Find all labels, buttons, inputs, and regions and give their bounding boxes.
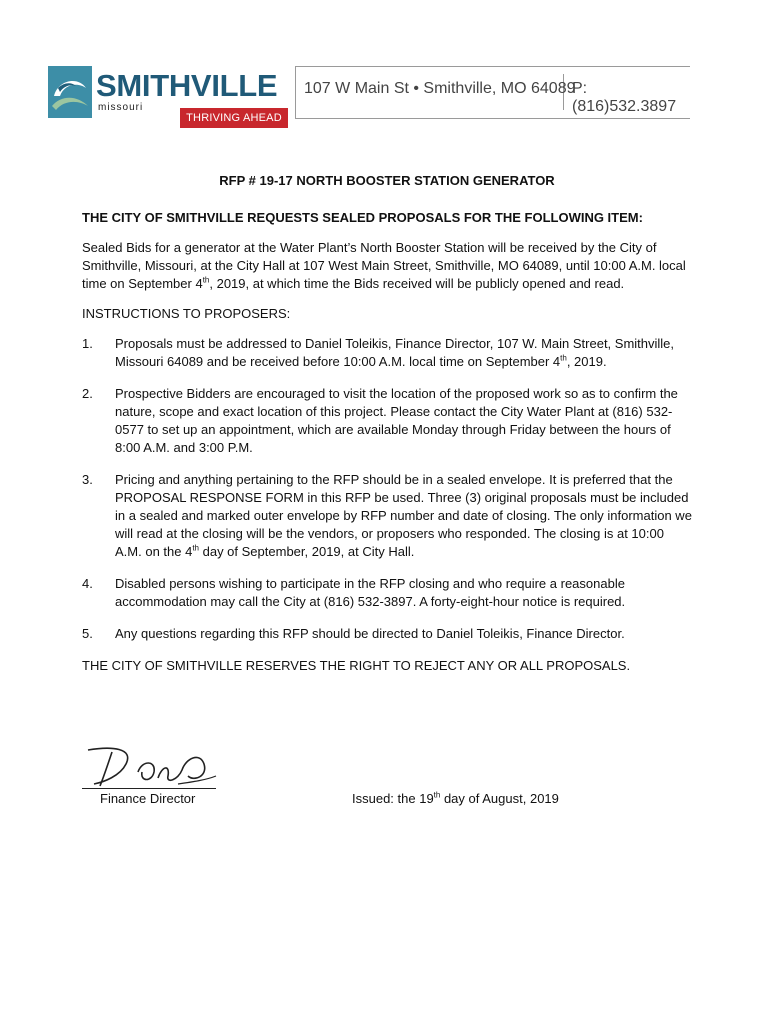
letterhead-address: 107 W Main St • Smithville, MO 64089 [304,80,576,97]
item-sup: th [560,353,567,363]
instruction-item [82,625,692,643]
issued-sup: th [433,790,441,800]
city-logo-icon [48,66,92,118]
rfp-title: RFP # 19-17 NORTH BOOSTER STATION GENERATOR [219,173,555,188]
item-number: 2. [82,386,93,401]
intro-text: Sealed Bids for a generator at the Water Plant’s North Booster Station will be received by the City of Smithville, Missouri, at the City Hall at 107 West Main Street, Smithville, MO 64089, until 10:00 A.M. local time on September 4 [82,240,686,291]
intro-sup: th [202,275,210,285]
letterhead-phone: P:(816)532.3897 [572,80,677,115]
handwritten-signature [82,742,222,792]
item-number: 4. [82,576,93,591]
item-text: Any questions regarding this RFP should be directed to Daniel Toleikis, Finance Director. [115,626,625,641]
item-text: Proposals must be addressed to Daniel Toleikis, Finance Director, 107 W. Main Street, Smithville, Missouri 64089 and be received before 10:00 A.M. local time on September 4 [115,336,675,369]
issued-text-end: day of August, 2019 [440,791,559,806]
item-text-end: day of September, 2019, at City Hall. [199,544,415,559]
instructions-list [82,335,692,643]
rfp-subtitle: THE CITY OF SMITHVILLE REQUESTS SEALED PROPOSALS FOR THE FOLLOWING ITEM: [82,210,643,225]
instruction-item [82,385,692,457]
item-number: 1. [82,336,93,351]
signature-line [82,788,216,789]
brand-tagline: THRIVING AHEAD [180,108,288,128]
letterhead-rule-top [295,66,690,67]
item-text-end: , 2019. [566,354,607,369]
item-text: Pricing and anything pertaining to the RFP should be in a sealed envelope. It is preferred that the PROPOSAL RESPONSE FORM in this RFP be used. Three (3) original proposals must be included in a sealed and marked outer envelope by RFP number and date of closing. The only information we will read at the closing will be the vendors, or proposers who responded. The closing is at 10:00 A.M. on the 4 [115,472,692,559]
letterhead [48,66,690,130]
instructions-heading: INSTRUCTIONS TO PROPOSERS: [82,306,291,321]
letterhead-rule-bottom [295,118,690,119]
letterhead-divider [295,66,296,118]
item-text: Disabled persons wishing to participate in the RFP closing and who require a reasonable accommodation may call the City at (816) 532-3897. A forty-eight-hour notice is required. [115,576,626,609]
reserve-statement: THE CITY OF SMITHVILLE RESERVES THE RIGHT TO REJECT ANY OR ALL PROPOSALS. [82,658,631,673]
intro-paragraph [82,239,692,293]
brand-name: SMITHVILLE [96,68,278,103]
item-number: 5. [82,626,93,641]
intro-text-end: , 2019, at which time the Bids received will be publicly opened and read. [209,276,625,291]
instruction-item [82,335,692,371]
item-number: 3. [82,472,93,487]
brand-state: missouri [98,102,144,113]
item-sup: th [192,543,199,553]
issued-date [352,791,559,806]
document-body [82,172,692,675]
signature-label: Finance Director [100,791,196,806]
instruction-item [82,471,692,561]
instruction-item [82,575,692,611]
issued-text: Issued: the 19 [352,791,434,806]
item-text: Prospective Bidders are encouraged to visit the location of the proposed work so as to confirm the nature, scope and exact location of this project. Please contact the City Water Plant at (816) 532-0577 to set up an appointment, which are available Monday through Friday between the hours of 8:00 A.M. and 3:00 P.M. [115,386,678,455]
